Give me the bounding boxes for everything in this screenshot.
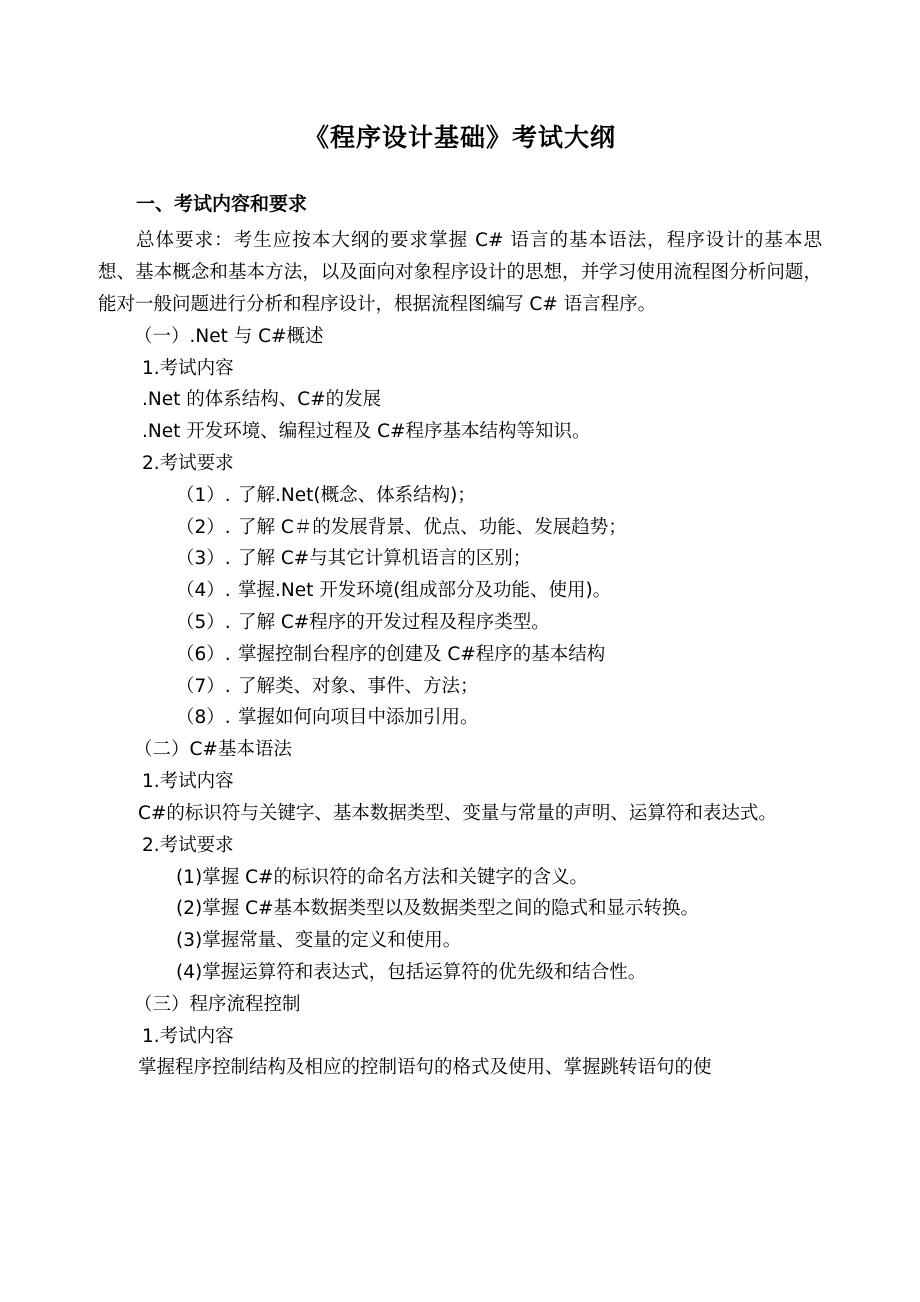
list-item-number: （7）.: [176, 675, 231, 697]
section-intro-paragraph: 总体要求：考生应按本大纲的要求掌握 C# 语言的基本语法，程序设计的基本思想、基本概念和基本方法，以及面向对象程序设计的思想，并学习使用流程图分析问题，能对一般问题进行分析和程序设计，根据流程图编写 C# 语言程序。: [98, 230, 822, 315]
list-item-text: 了解 C#与其它计算机语言的区别；: [238, 548, 532, 570]
subsection-block-label: 2.考试要求: [142, 834, 234, 856]
list-item: [98, 512, 822, 544]
list-item-number: （8）.: [176, 707, 231, 729]
subsection-title: （一）.Net 与 C#概述: [134, 325, 324, 347]
subsection-block-label: 2.考试要求: [142, 452, 234, 474]
list-item-number: （5）.: [176, 612, 231, 633]
list-item-number: （1）.: [176, 484, 231, 506]
list-item-text: 了解.Net(概念、体系结构)；: [238, 484, 476, 506]
list-item-text: 了解 C#程序的开发过程及程序类型。: [238, 612, 550, 633]
list-item: [98, 543, 822, 575]
list-item-number: （3）.: [176, 548, 231, 570]
list-item: (4)掌握运算符和表达式，包括运算符的优先级和结合性。: [176, 961, 647, 983]
subsection-title: （三）程序流程控制: [134, 993, 301, 1015]
subsection-block-text: .Net 的体系结构、C#的发展: [142, 389, 382, 411]
subsection-block-label: 1.考试内容: [142, 1025, 234, 1047]
list-item-text: 了解 C＃的发展背景、优点、功能、发展趋势；: [238, 516, 627, 538]
list-item: [98, 639, 822, 671]
subsection-csharp-basic-syntax: [98, 734, 822, 989]
list-item-text: 掌握.Net 开发环境(组成部分及功能、使用)。: [238, 580, 612, 602]
list-item-text: 掌握如何向项目中添加引用。: [238, 707, 479, 729]
subsection-block-text: C#的标识符与关键字、基本数据类型、变量与常量的声明、运算符和表达式。: [138, 802, 777, 824]
page-title: 《程序设计基础》考试大纲: [303, 123, 616, 152]
list-item: [98, 702, 822, 734]
list-item-text: 了解类、对象、事件、方法；: [238, 675, 479, 697]
list-item-number: （4）.: [176, 580, 231, 602]
list-item-number: （6）.: [176, 643, 231, 665]
list-item: (1)掌握 C#的标识符的命名方法和关键字的含义。: [176, 866, 589, 888]
subsection-block-label: 1.考试内容: [142, 771, 234, 793]
list-item: [98, 607, 822, 639]
list-item-text: 掌握控制台程序的创建及 C#程序的基本结构: [238, 643, 606, 665]
subsection-block-label: 1.考试内容: [142, 357, 234, 379]
subsection-block-text: .Net 开发环境、编程过程及 C#程序基本结构等知识。: [142, 421, 591, 443]
subsection-program-flow-control: [98, 989, 822, 1084]
subsection-title: （二）C#基本语法: [134, 739, 292, 761]
list-item: (2)掌握 C#基本数据类型以及数据类型之间的隐式和显示转换。: [176, 898, 700, 920]
list-item-number: （2）.: [176, 516, 231, 538]
section-heading-exam-content: 一、考试内容和要求: [136, 193, 308, 215]
list-item: (3)掌握常量、变量的定义和使用。: [176, 930, 462, 952]
subsection-net-csharp-overview: [98, 321, 822, 735]
list-item: [98, 480, 822, 512]
list-item: [98, 575, 822, 607]
list-item: [98, 671, 822, 703]
subsection-block-text: 掌握程序控制结构及相应的控制语句的格式及使用、掌握跳转语句的使: [138, 1057, 712, 1079]
